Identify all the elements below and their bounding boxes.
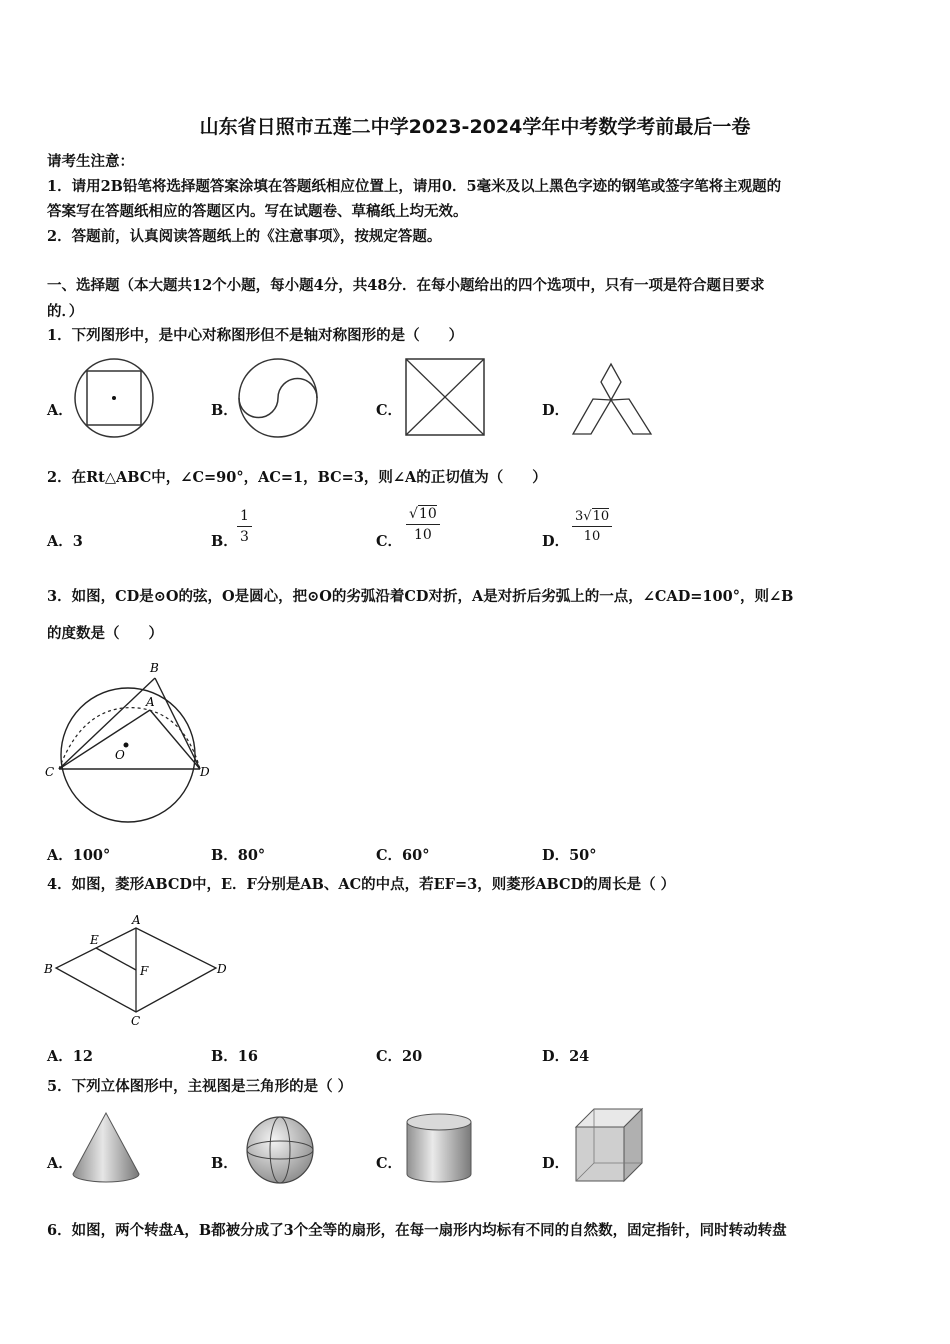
q3-stem-1: 3．如图，CD是⊙O的弦，O是圆心，把⊙O的劣弧沿着CD对折，A是对折后劣弧上的一点，∠CAD=100°，则∠B	[47, 588, 794, 605]
q2-c-numerator	[406, 506, 440, 525]
q5-cylinder-figure	[403, 1110, 475, 1186]
q3-option-b[interactable]: B．80°	[211, 847, 266, 864]
q5-option-d[interactable]: D．	[542, 1155, 570, 1172]
q2-fraction-b	[237, 508, 252, 545]
label-e: E	[90, 933, 99, 947]
q3-circle-figure	[44, 658, 216, 824]
q4-option-a[interactable]: A．12	[47, 1048, 93, 1065]
q6-stem: 6．如图，两个转盘A，B都被分成了3个全等的扇形，在每一扇形内均标有不同的自然数，固定指针，同时转动转盘	[47, 1222, 787, 1239]
q5-option-b[interactable]: B．	[211, 1155, 238, 1172]
q2-b-denominator: 3	[240, 529, 249, 545]
q1-figure-a	[72, 357, 156, 441]
page-title: 山东省日照市五莲二中学2023-2024学年中考数学考前最后一卷	[199, 116, 751, 138]
q1-figure-c	[404, 357, 488, 439]
q5-cone-figure	[70, 1110, 142, 1186]
q4-rhombus-figure	[42, 912, 232, 1028]
label-c: C	[131, 1014, 141, 1028]
q3-option-a[interactable]: A．100°	[47, 847, 111, 864]
q4-option-d[interactable]: D．24	[542, 1048, 590, 1065]
q3-stem-2: 的度数是（ ）	[47, 625, 163, 642]
q1-option-b[interactable]: B．	[211, 402, 238, 419]
label-b: B	[150, 661, 159, 675]
q2-d-numerator	[572, 509, 612, 527]
notice-line-1b: 答案写在答题纸相应的答题区内。写在试题卷、草稿纸上均无效。	[47, 203, 468, 220]
cube-front	[576, 1127, 624, 1181]
section-heading-1: 一、选择题（本大题共12个小题，每小题4分，共48分．在每小题给出的四个选项中，只有一项是符合题目要求	[47, 277, 765, 294]
cylinder-body	[407, 1122, 471, 1182]
cylinder-top	[407, 1114, 471, 1130]
section-heading-2: 的．）	[47, 303, 84, 320]
label-a: A	[132, 913, 141, 927]
q2-option-a[interactable]: A．3	[47, 533, 83, 550]
label-o: O	[115, 748, 125, 762]
q5-sphere-figure	[244, 1114, 316, 1186]
notice-line-2: 2．答题前，认真阅读答题纸上的《注意事项》，按规定答题。	[47, 228, 442, 245]
folded-arc	[59, 708, 200, 769]
q2-c-radicand: 10	[418, 506, 437, 522]
q2-d-denominator: 10	[583, 529, 601, 544]
q2-c-denominator: 10	[413, 527, 432, 543]
q2-fraction-c	[406, 506, 440, 543]
notice-line-1a: 1．请用2B铅笔将选择题答案涂填在答题纸相应位置上，请用0．5毫米及以上黑色字迹的钢笔或签字笔将主观题的	[47, 178, 782, 195]
q4-option-b[interactable]: B．16	[211, 1048, 258, 1065]
q2-option-b[interactable]: B．	[211, 533, 238, 550]
rhombus-right	[611, 399, 651, 434]
center-point	[124, 743, 129, 748]
q2-stem: 2．在Rt△ABC中，∠C=90°，AC=1，BC=3，则∠A的正切值为（ ）	[47, 469, 547, 486]
q2-option-c[interactable]: C．	[376, 533, 403, 550]
q3-option-c[interactable]: C．60°	[376, 847, 430, 864]
notice-heading: 请考生注意：	[47, 153, 134, 170]
q4-stem: 4．如图，菱形ABCD中，E．F分别是AB、AC的中点，若EF=3，则菱形ABCD的周长是（ ）	[47, 876, 676, 893]
label-d: D	[200, 765, 210, 779]
rhombus-left	[573, 399, 611, 434]
s-curve-shape	[239, 379, 317, 418]
q4-option-c[interactable]: C．20	[376, 1048, 423, 1065]
q5-option-c[interactable]: C．	[376, 1155, 403, 1172]
q1-figure-b	[236, 357, 320, 441]
q2-fraction-d	[572, 509, 612, 544]
segment-ef	[96, 948, 136, 970]
q1-option-a[interactable]: A．	[47, 402, 73, 419]
q5-cube-figure	[574, 1107, 646, 1185]
q2-d-radicand: 10	[592, 509, 610, 524]
q1-option-d[interactable]: D．	[542, 402, 570, 419]
q1-option-c[interactable]: C．	[376, 402, 403, 419]
sqrt-sign: √	[583, 509, 592, 524]
q2-d-coefficient: 3	[575, 509, 584, 524]
segment-ca	[59, 710, 150, 769]
q5-stem: 5．下列立体图形中，主视图是三角形的是（ ）	[47, 1078, 353, 1095]
sqrt-sign: √	[409, 506, 418, 522]
q5-option-a[interactable]: A．	[47, 1155, 73, 1172]
label-c: C	[45, 765, 55, 779]
label-d: D	[217, 962, 227, 976]
center-dot	[112, 396, 116, 400]
q1-figure-d	[570, 362, 656, 438]
label-a: A	[146, 695, 155, 709]
label-f: F	[140, 964, 149, 978]
q2-option-d[interactable]: D．	[542, 533, 570, 550]
sphere-body	[247, 1117, 313, 1183]
rhombus-top	[601, 364, 621, 400]
q2-b-numerator: 1	[237, 508, 252, 527]
label-b: B	[44, 962, 53, 976]
q3-option-d[interactable]: D．50°	[542, 847, 597, 864]
q1-stem: 1．下列图形中，是中心对称图形但不是轴对称图形的是（ ）	[47, 327, 464, 344]
cone-body	[73, 1113, 139, 1182]
